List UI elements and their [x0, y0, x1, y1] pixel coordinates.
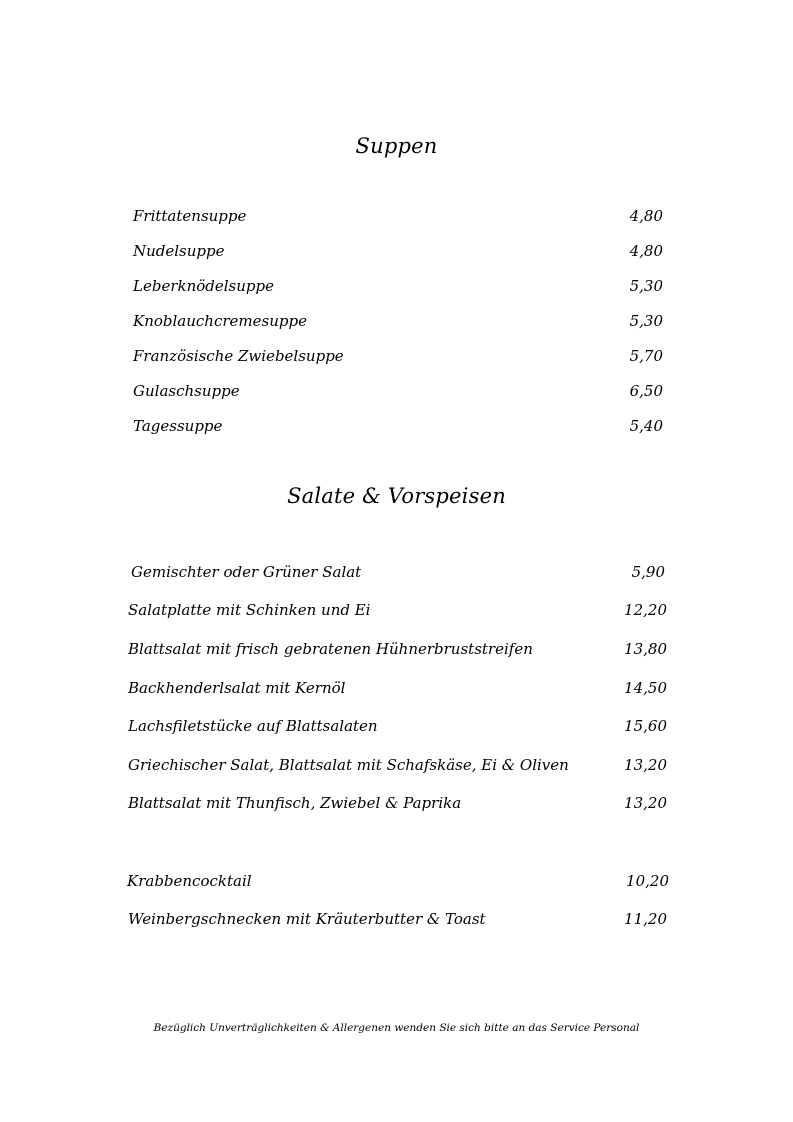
menu-item-price: 5,40 [629, 417, 663, 435]
menu-item-name: Knoblauchcremesuppe [133, 312, 307, 330]
menu-item-name: Frittatensuppe [133, 207, 247, 225]
menu-item [133, 380, 663, 402]
menu-item-price: 5,30 [629, 312, 663, 330]
menu-item-name: Griechischer Salat, Blattsalat mit Schafskäse, Ei & Oliven [128, 756, 569, 774]
menu-item-name: Gemischter oder Grüner Salat [131, 563, 362, 581]
menu-item [133, 310, 663, 332]
menu-item-price: 4,80 [629, 242, 663, 260]
menu-item [133, 415, 663, 437]
menu-item-name: Tagessuppe [133, 417, 223, 435]
menu-item-price: 11,20 [624, 910, 667, 928]
menu-item [128, 677, 667, 699]
menu-item-name: Lachsfiletstücke auf Blattsalaten [128, 717, 378, 735]
menu-item-name: Französische Zwiebelsuppe [133, 347, 344, 365]
menu-item-price: 12,20 [624, 601, 667, 619]
menu-item-name: Blattsalat mit Thunfisch, Zwiebel & Paprika [128, 794, 462, 812]
menu-item-price: 14,50 [624, 679, 667, 697]
menu-item-name: Nudelsuppe [133, 242, 225, 260]
menu-item-price: 10,20 [626, 872, 669, 890]
menu-item-name: Weinbergschnecken mit Kräuterbutter & Toast [128, 910, 486, 928]
allergen-note: Bezüglich Unverträglichkeiten & Allergenen wenden Sie sich bitte an das Service Personal [153, 1022, 640, 1034]
menu-item-price: 13,80 [624, 640, 667, 658]
menu-item [133, 275, 663, 297]
menu-item [133, 205, 663, 227]
menu-item [131, 561, 665, 583]
menu-item [128, 638, 667, 660]
menu-item [127, 870, 669, 892]
menu-item [133, 240, 663, 262]
menu-item [128, 792, 667, 814]
menu-item-name: Backhenderlsalat mit Kernöl [128, 679, 346, 697]
menu-item [128, 908, 667, 930]
menu-item-name: Salatplatte mit Schinken und Ei [128, 601, 371, 619]
menu-item [133, 345, 663, 367]
menu-item-price: 5,30 [629, 277, 663, 295]
soups-heading: Suppen [355, 134, 438, 158]
menu-item-price: 6,50 [629, 382, 663, 400]
salads-heading: Salate & Vorspeisen [287, 484, 506, 508]
menu-item [128, 599, 667, 621]
menu-item-price: 13,20 [624, 756, 667, 774]
menu-item-price: 4,80 [629, 207, 663, 225]
menu-item-price: 15,60 [624, 717, 667, 735]
menu-item-price: 5,90 [631, 563, 665, 581]
menu-item-name: Gulaschsuppe [133, 382, 240, 400]
menu-item-price: 13,20 [624, 794, 667, 812]
menu-item [128, 715, 667, 737]
menu-item [128, 754, 667, 776]
menu-item-name: Leberknödelsuppe [133, 277, 274, 295]
menu-item-price: 5,70 [629, 347, 663, 365]
menu-item-name: Blattsalat mit frisch gebratenen Hühnerbruststreifen [128, 640, 533, 658]
menu-item-name: Krabbencocktail [127, 872, 252, 890]
